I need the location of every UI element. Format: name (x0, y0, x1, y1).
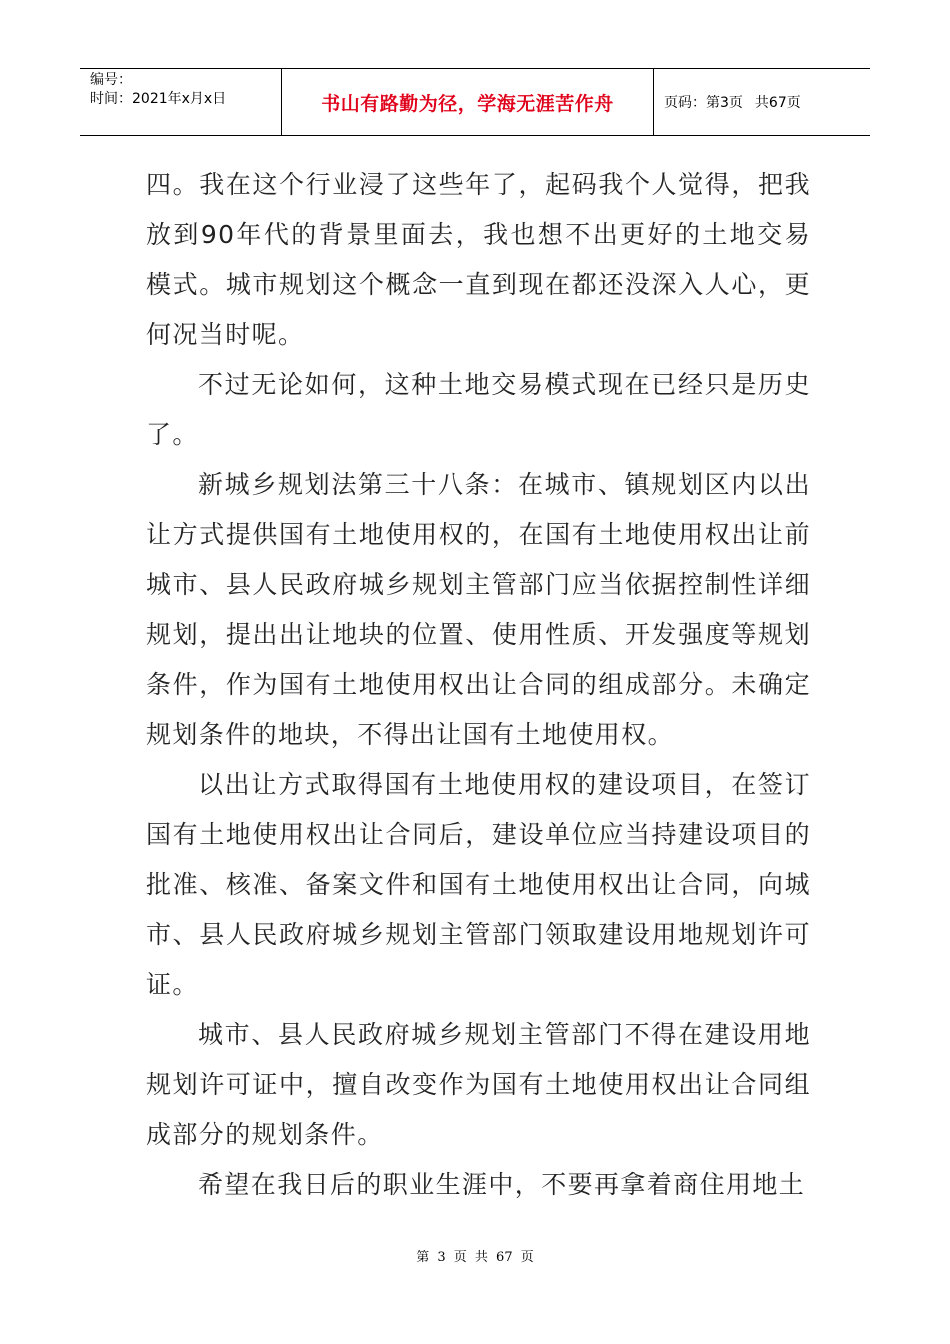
doc-number-label: 编号： (90, 72, 132, 88)
paragraph-2: 不过无论如何，这种土地交易模式现在已经只是历史了。 (146, 370, 811, 449)
header-page-current: 页码：第3页 (664, 95, 743, 111)
header-page-total: 共67页 (754, 95, 801, 111)
paragraph-4: 以出让方式取得国有土地使用权的建设项目，在签订国有土地使用权出让合同后，建设单位应当持建设项目的批准、核准、备案文件和国有土地使用权出让合同，向城市、县人民政府城乡规划主管部门领取建设用地规划许可证。 (146, 770, 811, 999)
paragraph-6: 希望在我日后的职业生涯中，不要再拿着商住用地土 (198, 1170, 806, 1199)
page-footer: 第 3 页 共 67 页 (416, 1250, 534, 1265)
page-header (80, 68, 870, 136)
paragraph-3: 新城乡规划法第三十八条：在城市、镇规划区内以出让方式提供国有土地使用权的，在国有土地使用权出让前城市、县人民政府城乡规划主管部门应当依据控制性详细规划，提出出让地块的位置、使用性质、开发强度等规划条件，作为国有土地使用权出让合同的组成部分。未确定规划条件的地块，不得出让国有土地使用权。 (146, 470, 811, 749)
header-meta (80, 69, 282, 135)
document-body (146, 160, 811, 1210)
paragraph-1: 四。我在这个行业浸了这些年了，起码我个人觉得，把我放到90年代的背景里面去，我也想不出更好的土地交易模式。城市规划这个概念一直到现在都还没深入人心，更何况当时呢。 (146, 170, 811, 349)
paragraph-5: 城市、县人民政府城乡规划主管部门不得在建设用地规划许可证中，擅自改变作为国有土地使用权出让合同组成部分的规划条件。 (146, 1020, 811, 1149)
header-page-info (654, 69, 870, 135)
header-motto: 书山有路勤为径，学海无涯苦作舟 (282, 69, 654, 135)
doc-date-label: 时间：2021年x月x日 (90, 91, 227, 107)
